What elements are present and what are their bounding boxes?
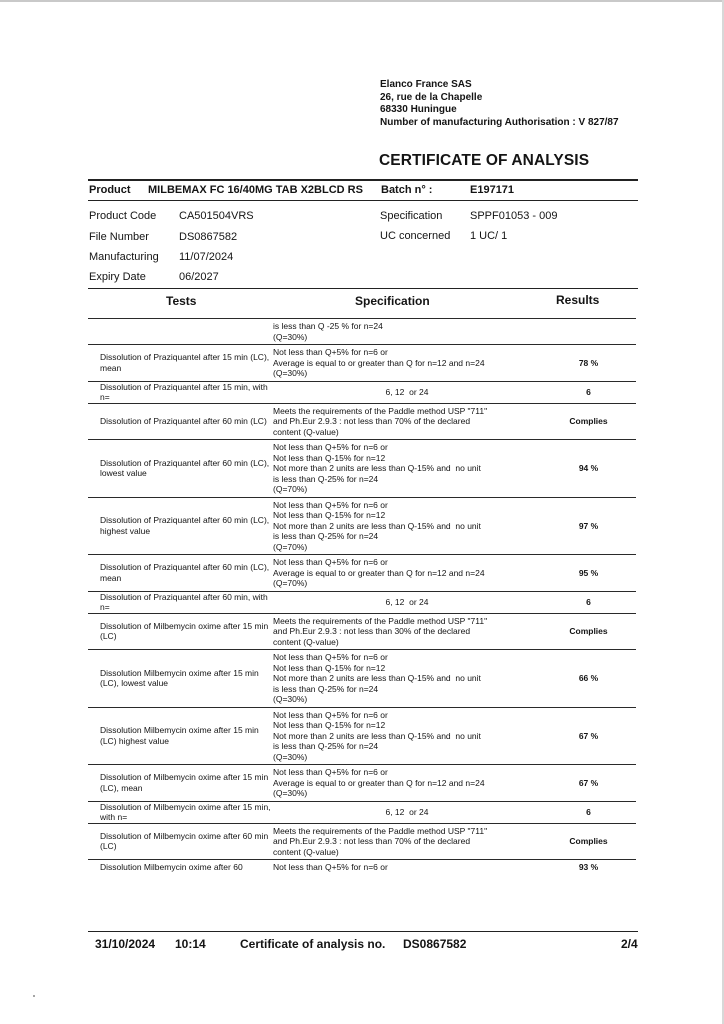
company-street: 26, rue de la Chapelle bbox=[380, 91, 483, 103]
specification-cell bbox=[271, 802, 541, 823]
test-name: Dissolution of Praziquantel after 60 min (LC), mean bbox=[100, 562, 270, 583]
specification-line: Average is equal to or greater than Q for n=12 and n=24 bbox=[273, 567, 485, 578]
test-name: Dissolution of Praziquantel after 15 min, with n= bbox=[100, 381, 268, 402]
specification-cell bbox=[271, 650, 541, 707]
specification-line: Not less than Q+5% for n=6 or bbox=[273, 499, 388, 510]
header-top-rule bbox=[88, 288, 638, 289]
info-label: UC concerned bbox=[380, 230, 451, 242]
result-value: 94 % bbox=[578, 463, 599, 473]
col-header-results: Results bbox=[556, 293, 600, 307]
specification-line: Not less than Q-15% for n=12 bbox=[273, 662, 386, 673]
col-header-tests: Tests bbox=[166, 294, 197, 308]
specification-cell bbox=[271, 614, 541, 650]
specification-line: 6, 12 or 24 bbox=[385, 386, 429, 397]
specification-line: content (Q-value) bbox=[273, 846, 339, 857]
footer-rule bbox=[88, 931, 638, 932]
specification-line: Average is equal to or greater than Q for n=12 and n=24 bbox=[273, 777, 485, 788]
table-row bbox=[88, 382, 636, 404]
specification-line: (Q=70%) bbox=[273, 578, 308, 588]
info-value: 1 UC/ 1 bbox=[470, 230, 508, 242]
specification-line: Not more than 2 units are less than Q-15% and no unit bbox=[273, 463, 481, 473]
specification-line: Not less than Q-15% for n=12 bbox=[273, 452, 386, 463]
specification-line: and Ph.Eur 2.9.3 : not less than 70% of the declared bbox=[273, 836, 471, 846]
scan-edge-top bbox=[0, 0, 724, 2]
specification-cell bbox=[271, 824, 541, 860]
specification-line: (Q=30%) bbox=[273, 751, 308, 762]
result-value: Complies bbox=[569, 416, 608, 426]
test-name: Dissolution of Milbemycin oxime after 15 min, with n= bbox=[100, 801, 271, 822]
specification-line: 6, 12 or 24 bbox=[385, 596, 429, 607]
info-value: CA501504VRS bbox=[179, 210, 254, 222]
result-value: 78 % bbox=[578, 357, 599, 368]
test-name: Dissolution Milbemycin oxime after 15 min (LC), lowest value bbox=[100, 667, 259, 689]
specification-line: is less than Q-25% for n=24 bbox=[273, 741, 379, 751]
specification-cell bbox=[271, 382, 541, 403]
specification-line: is less than Q-25% for n=24 bbox=[273, 683, 379, 694]
specification-line: Meets the requirements of the Paddle method USP "711" bbox=[273, 825, 488, 836]
specification-line: Not less than Q+5% for n=6 or bbox=[273, 862, 388, 872]
batch-label: Batch n° : bbox=[381, 184, 433, 196]
test-name: Dissolution of Praziquantel after 60 min (LC) bbox=[100, 416, 267, 426]
info-value: DS0867582 bbox=[179, 231, 238, 243]
table-row bbox=[88, 345, 636, 382]
result-value: Complies bbox=[569, 626, 608, 636]
specification-line: Not more than 2 units are less than Q-15% and no unit bbox=[273, 673, 481, 683]
specification-line: content (Q-value) bbox=[273, 636, 339, 647]
specification-line: Average is equal to or greater than Q for n=12 and n=24 bbox=[273, 357, 485, 368]
specification-cell bbox=[271, 319, 541, 344]
specification-cell bbox=[271, 592, 541, 613]
table-row bbox=[88, 404, 636, 441]
table-row bbox=[88, 708, 636, 766]
table-row bbox=[88, 650, 636, 708]
page-number: 2/4 bbox=[621, 937, 638, 951]
table-row bbox=[88, 824, 636, 861]
specification-line: Not less than Q+5% for n=6 or bbox=[273, 709, 388, 720]
info-label: Manufacturing bbox=[89, 251, 159, 263]
specification-line: Not less than Q+5% for n=6 or bbox=[273, 767, 388, 777]
result-value: 95 % bbox=[578, 567, 599, 578]
col-header-spec: Specification bbox=[355, 294, 430, 308]
specification-line: (Q=30%) bbox=[273, 331, 308, 342]
test-name: Dissolution Milbemycin oxime after 15 min (LC) highest value bbox=[100, 725, 259, 746]
batch-number: E197171 bbox=[470, 184, 515, 196]
specification-line: content (Q-value) bbox=[273, 426, 339, 437]
specification-line: 6, 12 or 24 bbox=[385, 806, 429, 817]
specification-line: is less than Q -25 % for n=24 bbox=[273, 321, 383, 331]
specification-cell bbox=[271, 555, 541, 591]
specification-cell bbox=[271, 440, 541, 497]
test-name: Dissolution of Praziquantel after 60 min, with n= bbox=[100, 591, 268, 612]
specification-line: and Ph.Eur 2.9.3 : not less than 70% of the declared bbox=[273, 416, 471, 426]
test-name: Dissolution Milbemycin oxime after 60 bbox=[100, 862, 243, 872]
test-name: Dissolution of Praziquantel after 60 min (LC), highest value bbox=[100, 515, 270, 536]
specification-line: (Q=30%) bbox=[273, 368, 308, 378]
info-label: File Number bbox=[89, 231, 149, 243]
authorisation-number: Number of manufacturing Authorisation : V 827/87 bbox=[380, 116, 619, 128]
table-row bbox=[88, 860, 636, 875]
specification-line: Not more than 2 units are less than Q-15% and no unit bbox=[273, 730, 481, 741]
result-value: 6 bbox=[586, 806, 591, 817]
specification-line: Meets the requirements of the Paddle method USP "711" bbox=[273, 615, 488, 626]
info-label: Specification bbox=[380, 210, 443, 222]
specification-cell bbox=[271, 404, 541, 440]
test-name: Dissolution of Praziquantel after 60 min (LC), lowest value bbox=[100, 457, 270, 479]
company-address bbox=[380, 79, 619, 129]
company-city: 68330 Huningue bbox=[380, 104, 457, 115]
page-title: CERTIFICATE OF ANALYSIS bbox=[379, 152, 590, 169]
specification-cell bbox=[271, 498, 541, 555]
specification-cell bbox=[271, 860, 541, 875]
specification-line: Not more than 2 units are less than Q-15% and no unit bbox=[273, 520, 481, 531]
info-value: 06/2027 bbox=[179, 271, 219, 283]
product-top-rule bbox=[88, 179, 638, 181]
specification-line: and Ph.Eur 2.9.3 : not less than 30% of the declared bbox=[273, 626, 471, 636]
table-row bbox=[88, 318, 636, 345]
test-name: Dissolution of Milbemycin oxime after 15 min (LC), mean bbox=[100, 772, 269, 793]
specification-line: (Q=70%) bbox=[273, 541, 308, 552]
info-label: Product Code bbox=[89, 210, 157, 222]
table-row bbox=[88, 765, 636, 802]
table-row bbox=[88, 440, 636, 498]
scan-speck bbox=[33, 995, 35, 997]
specification-line: (Q=70%) bbox=[273, 484, 308, 494]
product-bottom-rule bbox=[88, 200, 638, 201]
specification-line: is less than Q-25% for n=24 bbox=[273, 531, 379, 541]
info-value: 11/07/2024 bbox=[179, 251, 234, 263]
certificate-label: Certificate of analysis no. bbox=[240, 937, 386, 951]
test-name: Dissolution of Milbemycin oxime after 60 min (LC) bbox=[100, 830, 269, 852]
specification-line: Not less than Q-15% for n=12 bbox=[273, 720, 386, 730]
specification-line: Not less than Q-15% for n=12 bbox=[273, 510, 386, 520]
result-value: Complies bbox=[569, 836, 608, 846]
specification-cell bbox=[271, 765, 541, 801]
result-value: 67 % bbox=[578, 730, 599, 741]
specification-line: is less than Q-25% for n=24 bbox=[273, 473, 379, 484]
specification-cell bbox=[271, 708, 541, 765]
result-value: 6 bbox=[586, 596, 591, 607]
result-value bbox=[541, 319, 636, 344]
specification-line: Not less than Q+5% for n=6 or bbox=[273, 652, 388, 662]
info-value: SPPF01053 - 009 bbox=[470, 210, 558, 222]
table-row bbox=[88, 555, 636, 592]
result-value: 67 % bbox=[578, 777, 599, 788]
test-name: Dissolution of Praziquantel after 15 min (LC), mean bbox=[100, 352, 270, 373]
test-name bbox=[88, 319, 271, 344]
company-name: Elanco France SAS bbox=[380, 79, 472, 90]
table-row bbox=[88, 498, 636, 556]
info-label: Expiry Date bbox=[89, 271, 146, 283]
specification-cell bbox=[271, 345, 541, 381]
product-name: MILBEMAX FC 16/40MG TAB X2BLCD RS bbox=[148, 184, 363, 196]
results-table bbox=[88, 318, 636, 875]
specification-line: (Q=30%) bbox=[273, 694, 308, 704]
table-row bbox=[88, 614, 636, 651]
specification-line: (Q=30%) bbox=[273, 788, 308, 798]
print-date: 31/10/2024 bbox=[95, 937, 156, 951]
specification-line: Not less than Q+5% for n=6 or bbox=[273, 557, 388, 567]
table-row bbox=[88, 592, 636, 614]
result-value: 97 % bbox=[578, 520, 599, 531]
specification-line: Not less than Q+5% for n=6 or bbox=[273, 442, 388, 452]
print-time: 10:14 bbox=[175, 937, 206, 951]
table-row bbox=[88, 802, 636, 824]
specification-line: Meets the requirements of the Paddle method USP "711" bbox=[273, 405, 488, 416]
certificate-number: DS0867582 bbox=[403, 937, 467, 951]
result-value: 93 % bbox=[578, 862, 599, 872]
result-value: 6 bbox=[586, 386, 591, 397]
product-label: Product bbox=[89, 184, 131, 196]
specification-line: Not less than Q+5% for n=6 or bbox=[273, 347, 388, 357]
test-name: Dissolution of Milbemycin oxime after 15 min (LC) bbox=[100, 620, 269, 642]
result-value: 66 % bbox=[578, 673, 599, 683]
